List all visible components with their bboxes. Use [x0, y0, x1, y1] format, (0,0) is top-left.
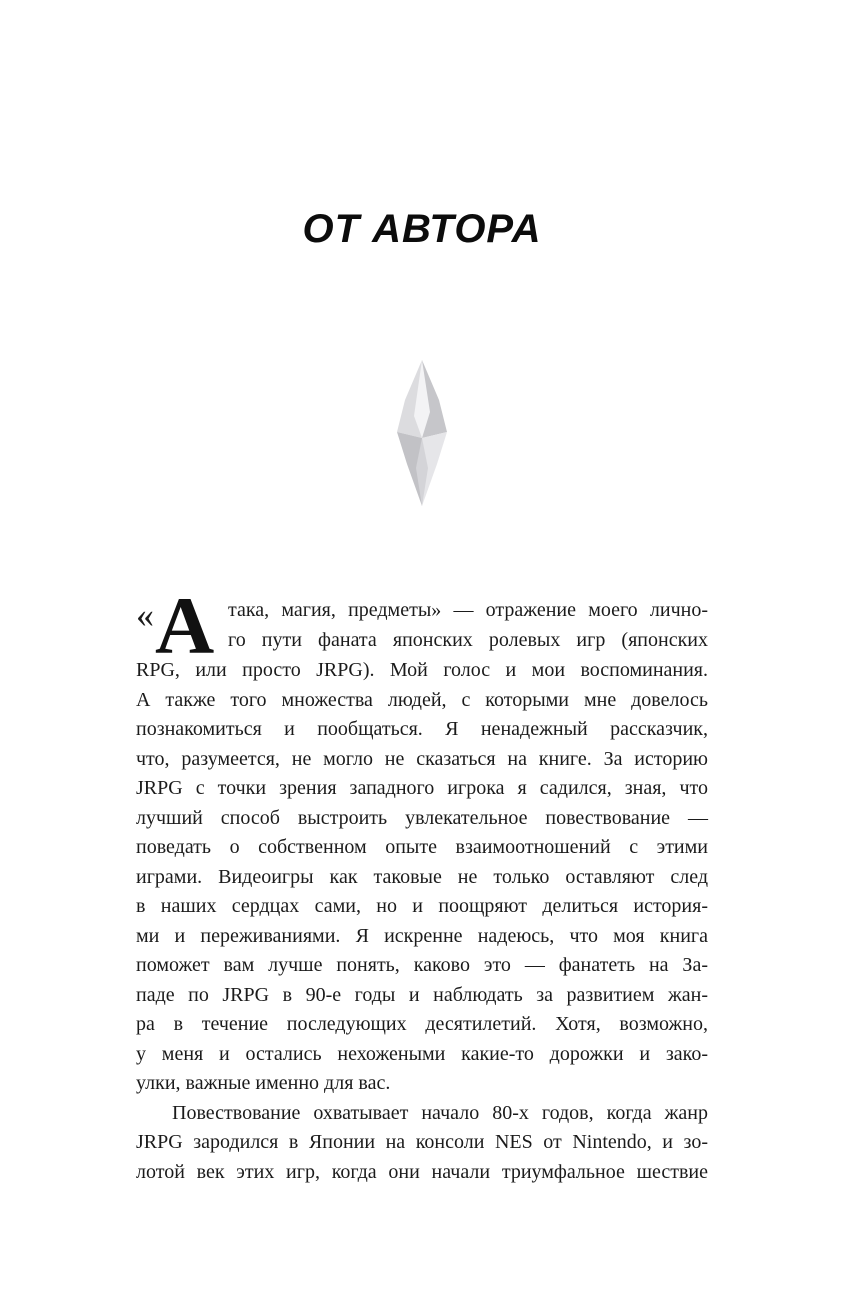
text-line: Повествование охватывает начало 80-х годов, когда жанр	[172, 1101, 708, 1124]
dropcap-letter: А	[155, 580, 215, 671]
paragraph-2-lines	[136, 1099, 708, 1188]
paragraph-1	[136, 580, 708, 1099]
text-line: поможет вам лучше понять, каково это — фанатеть на За-	[136, 954, 708, 976]
text-line: А также того множества людей, с которыми мне довелось	[136, 688, 708, 711]
text-line: играми. Видеоигры как таковые не только оставляют след	[136, 865, 708, 888]
dropcap	[136, 580, 228, 671]
text-line: поведать о собственном опыте взаимоотношений с этими	[136, 836, 708, 858]
open-quote-mark: «	[136, 595, 152, 635]
dropcap-adjacent-lines	[228, 596, 708, 656]
text-line: JRPG с точки зрения западного игрока я садился, зная, что	[136, 777, 708, 799]
text-line: в наших сердцах сами, но и поощряют делиться история-	[136, 895, 708, 917]
text-line: познакомиться и пообщаться. Я ненадежный рассказчик,	[136, 718, 708, 740]
chapter-title: ОТ АВТОРА	[302, 207, 542, 251]
text-line: лучший способ выстроить увлекательное повествование —	[136, 806, 708, 829]
text-line: улки, важные именно для вас.	[136, 1072, 391, 1094]
text-line: паде по JRPG в 90-е годы и наблюдать за развитием жан-	[136, 983, 708, 1006]
text-line: ми и переживаниями. Я искренне надеюсь, что моя книга	[136, 924, 708, 947]
text-line: така, магия, предметы» — отражение моего лично-	[228, 599, 708, 621]
body-text	[136, 580, 708, 1187]
crystal-gem-icon	[392, 358, 452, 508]
text-line: го пути фаната японских ролевых игр (японских	[228, 628, 708, 651]
text-line: RPG, или просто JRPG). Мой голос и мои воспоминания.	[136, 659, 708, 681]
text-line: лотой век этих игр, когда они начали триумфальное шествие	[136, 1160, 708, 1183]
paragraph-1-lines	[136, 656, 708, 1099]
text-line: что, разумеется, не могло не сказаться на книге. За историю	[136, 747, 708, 770]
crystal-gem-ornament	[392, 358, 452, 508]
text-line: у меня и остались нехожеными какие-то дорожки и зако-	[136, 1042, 708, 1065]
text-line: ра в течение последующих десятилетий. Хотя, возможно,	[136, 1013, 708, 1035]
text-line: JRPG зародился в Японии на консоли NES от Nintendo, и зо-	[136, 1131, 708, 1153]
